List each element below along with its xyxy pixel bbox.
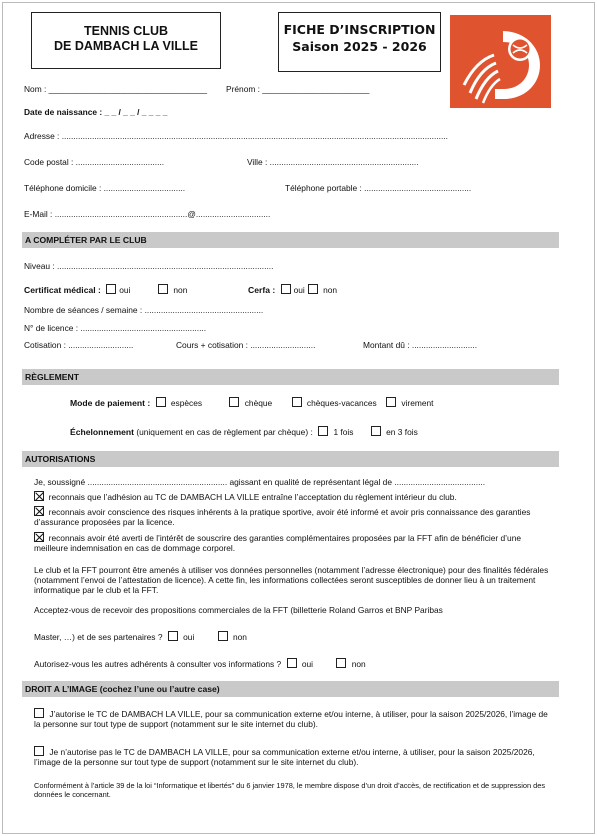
payment-especes-checkbox[interactable] bbox=[156, 397, 166, 407]
commercial-non-checkbox[interactable] bbox=[218, 631, 228, 641]
installment-1-checkbox[interactable] bbox=[318, 426, 328, 436]
authorization-1-checkbox[interactable] bbox=[34, 491, 44, 501]
image-yes-text: J’autorise le TC de DAMBACH LA VILLE, pour sa communication externe et/ou interne, à utiliser, pour la saison 2025/2026, l’image de la personne sur tout type de support (notamment sur le site internet du club). bbox=[34, 709, 548, 729]
certif-non-checkbox[interactable] bbox=[158, 284, 168, 294]
city-field[interactable]: Ville : ................................................................ bbox=[247, 157, 419, 167]
payment-cheques-vacances-checkbox[interactable] bbox=[292, 397, 302, 407]
club-name-line2: DE DAMBACH LA VILLE bbox=[54, 39, 198, 53]
image-consent-yes bbox=[34, 708, 554, 729]
image-no-text: Je n’autorise pas le TC de DAMBACH LA VILLE, pour sa communication externe et/ou interne, à utiliser, pour la saison 2025/2026, l’image de la personne sur tout type de support (notamment sur le site internet du club). bbox=[34, 747, 535, 767]
payment-cheque-checkbox[interactable] bbox=[229, 397, 239, 407]
mobile-phone-field[interactable]: Téléphone portable : .............................................. bbox=[285, 183, 472, 193]
consult-oui-checkbox[interactable] bbox=[287, 658, 297, 668]
consult-non-label: non bbox=[351, 659, 366, 669]
commercial-question-line1: Acceptez-vous de recevoir des propositions commerciales de la FFT (billetterie Roland Garros et BNP Paribas bbox=[34, 605, 443, 615]
installment-3-checkbox[interactable] bbox=[371, 426, 381, 436]
cotisation-field[interactable]: Cotisation : ............................ bbox=[24, 340, 134, 350]
email-field[interactable]: E-Mail : .........................................................@................................ bbox=[24, 209, 271, 219]
payment-cheque-label: chèque bbox=[244, 398, 273, 408]
prenom-field[interactable]: Prénom : _______________________ bbox=[226, 84, 370, 94]
image-consent-no bbox=[34, 746, 554, 767]
installment-row bbox=[70, 426, 418, 437]
installment-note: (uniquement en cas de règlement par chèque) : bbox=[136, 427, 313, 437]
cerfa-oui-checkbox[interactable] bbox=[281, 284, 291, 294]
club-name-line1: TENNIS CLUB bbox=[83, 24, 169, 38]
installment-3-label: en 3 fois bbox=[386, 427, 418, 437]
medical-certificate-row bbox=[24, 284, 187, 295]
cerfa-label: Cerfa : bbox=[248, 285, 276, 295]
cerfa-non-checkbox[interactable] bbox=[308, 284, 318, 294]
image-rights-section-header: DROIT A L’IMAGE (cochez l’une ou l’autre case) bbox=[22, 681, 559, 697]
commercial-non-label: non bbox=[232, 632, 247, 642]
consult-non-checkbox[interactable] bbox=[336, 658, 346, 668]
birthdate-field[interactable]: Date de naissance : _ _ / _ _ / _ _ _ _ bbox=[24, 107, 168, 117]
commercial-oui-label: oui bbox=[183, 632, 195, 642]
payment-especes-label: espèces bbox=[170, 398, 203, 408]
commercial-question-line2: Master, …) et de ses partenaires ? bbox=[34, 632, 163, 642]
payment-cheques-vacances-label: chèques-vacances bbox=[306, 398, 377, 408]
form-title-box bbox=[278, 12, 441, 72]
authorization-2-checkbox[interactable] bbox=[34, 506, 44, 516]
consult-oui-label: oui bbox=[301, 659, 314, 669]
cerfa-oui-label: oui bbox=[293, 285, 305, 295]
data-usage-paragraph: Le club et la FFT pourront être amenés à utiliser vos données personnelles (notamment l’adresse électronique) pour des finalités fédérales (notamment l’envoi de l’attestation de licence). A cette fin, les informations collectées seront susceptibles de donner lieu à un traitement informatique par le club et la FFT. bbox=[34, 565, 549, 595]
authorization-2-text: reconnais avoir conscience des risques inhérents à la pratique sportive, avoir été informé et avoir pris connaissance des garanties d’assurance proposées par la licence. bbox=[34, 507, 531, 527]
medical-certificate-label: Certificat médical : bbox=[24, 285, 101, 295]
payment-virement-checkbox[interactable] bbox=[386, 397, 396, 407]
image-yes-checkbox[interactable] bbox=[34, 708, 44, 718]
postal-code-field[interactable]: Code postal : ...................................... bbox=[24, 157, 165, 167]
authorization-3-checkbox[interactable] bbox=[34, 532, 44, 542]
licence-field[interactable]: N° de licence : ...................................................... bbox=[24, 323, 207, 333]
cours-cotisation-field[interactable]: Cours + cotisation : ............................ bbox=[176, 340, 316, 350]
authorization-item-3 bbox=[34, 532, 554, 553]
legal-notice: Conformément à l’article 39 de la loi “Informatique et libertés” du 6 janvier 1978, le membre dispose d’un droit d’accès, de rectification et de suppression des données le concernant. bbox=[34, 781, 546, 799]
payment-mode-row bbox=[70, 397, 434, 408]
commercial-oui-checkbox[interactable] bbox=[168, 631, 178, 641]
cerfa-row bbox=[248, 284, 337, 295]
authorization-item-2 bbox=[34, 506, 554, 527]
home-phone-field[interactable]: Téléphone domicile : ................................... bbox=[24, 183, 186, 193]
club-name-box bbox=[31, 12, 221, 69]
authorization-1-text: reconnais que l’adhésion au TC de DAMBACH LA VILLE entraîne l’acceptation du règlement intérieur du club. bbox=[48, 492, 457, 502]
club-logo bbox=[450, 15, 551, 108]
certif-non-label: non bbox=[173, 285, 188, 295]
season-label: Saison 2025 - 2026 bbox=[292, 39, 427, 54]
nom-field[interactable]: Nom : __________________________________ bbox=[24, 84, 208, 94]
certif-oui-label: oui bbox=[119, 285, 131, 295]
authorization-3-text: reconnais avoir été averti de l’intérêt de souscrire des garanties complémentaires proposées par la FFT afin de bénéficier d’une meilleure indemnisation en cas de dommage corporel. bbox=[34, 533, 522, 553]
niveau-field[interactable]: Niveau : ............................................................................................. bbox=[24, 261, 274, 271]
consult-question: Autorisez-vous les autres adhérents à consulter vos informations ? bbox=[34, 659, 282, 669]
form-title: FICHE D’INSCRIPTION bbox=[283, 22, 436, 37]
payment-virement-label: virement bbox=[401, 398, 434, 408]
installment-1-label: 1 fois bbox=[333, 427, 354, 437]
sessions-field[interactable]: Nombre de séances / semaine : ................................................... bbox=[24, 305, 264, 315]
image-no-checkbox[interactable] bbox=[34, 746, 44, 756]
consult-question-row bbox=[34, 658, 366, 669]
payment-section-header: RÈGLEMENT bbox=[22, 369, 559, 385]
certif-oui-checkbox[interactable] bbox=[106, 284, 116, 294]
installment-label: Échelonnement bbox=[70, 427, 134, 437]
club-section-header: A COMPLÉTER PAR LE CLUB bbox=[22, 232, 559, 248]
authorizations-section-header: AUTORISATIONS bbox=[22, 451, 559, 467]
undersigned-field[interactable]: Je, soussigné ............................................................ agissant en qualité de représentant légal de ....................................... bbox=[34, 477, 486, 487]
cerfa-non-label: non bbox=[323, 285, 338, 295]
address-field[interactable]: Adresse : ...................................................................................................................................................................... bbox=[24, 131, 448, 141]
authorization-item-1 bbox=[34, 491, 554, 502]
amount-due-field[interactable]: Montant dû : ............................ bbox=[363, 340, 478, 350]
commercial-question-row bbox=[34, 631, 247, 642]
payment-mode-label: Mode de paiement : bbox=[70, 398, 151, 408]
